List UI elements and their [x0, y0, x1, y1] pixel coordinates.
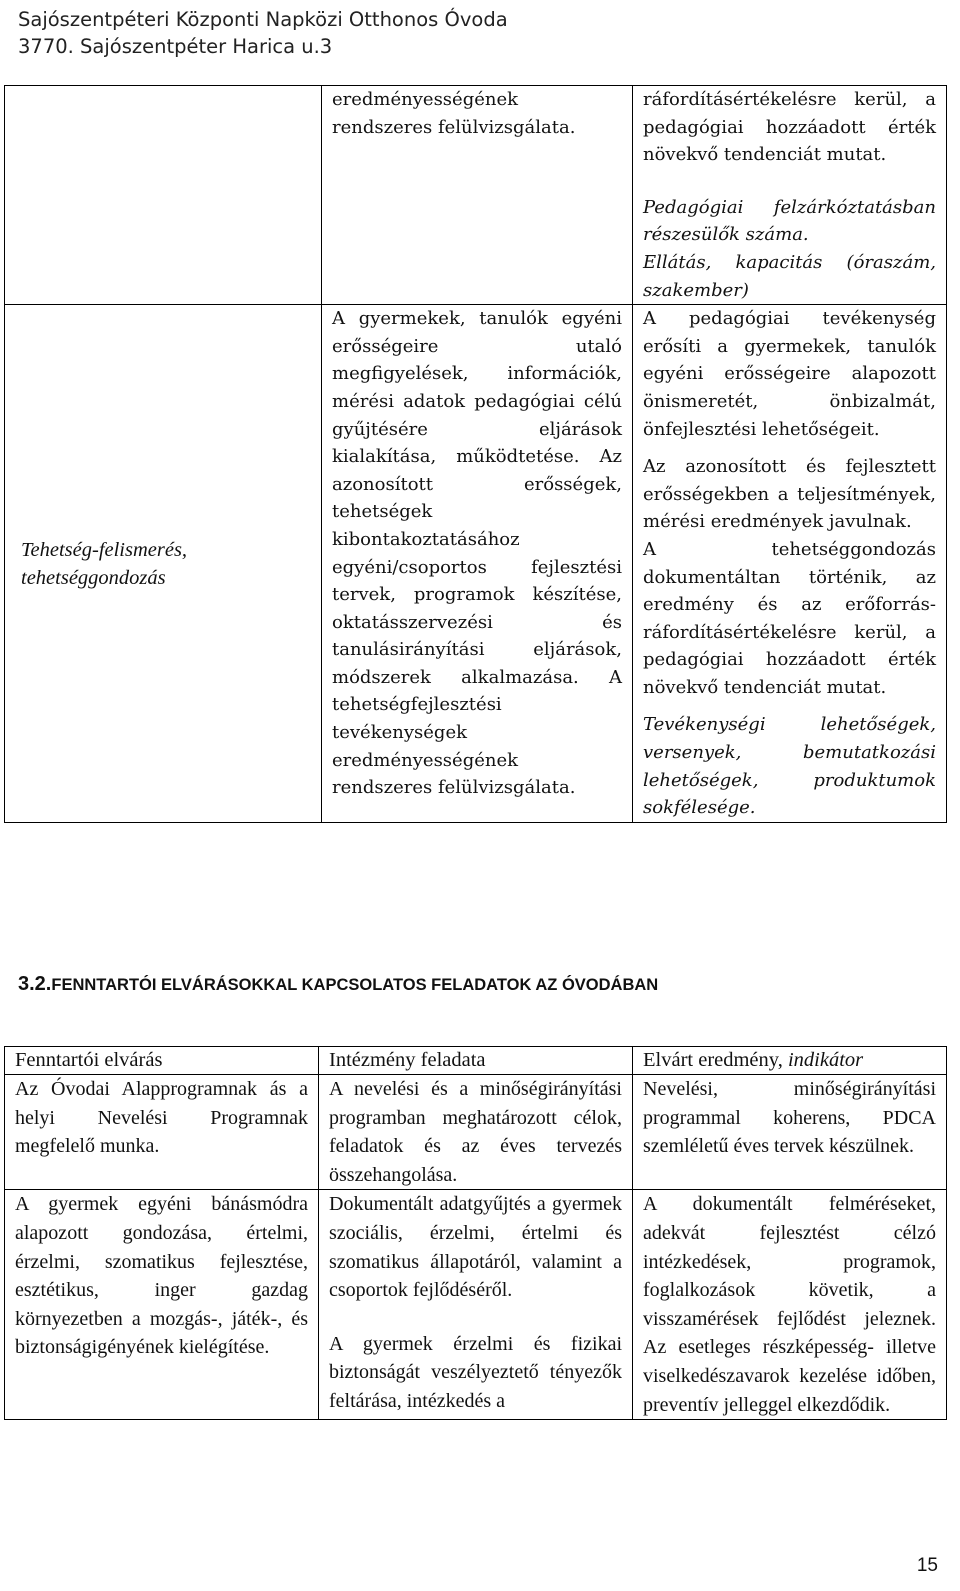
task-text: A gyermekek, tanulók egyéni erősségeire utaló megfigyelések, információk, mérési adatok pedagógiai célú gyűjtésére eljárások kialakítása, működtetése. Az azonosított erősségek, tehetségek kibontakoztatásához egyéni/csoportos fejlesztési tervek, programok készítése, oktatásszervezési és tanulásirányítási eljárások, módszerek alkalmazása. A tehetségfejlesztési tevékenységek eredményességének rendszeres felülvizsgálata. [332, 308, 622, 799]
table-cell-task [319, 1190, 633, 1420]
column-header-task: Intézmény feladata [319, 1047, 633, 1075]
table-cell-expectation: Az Óvodai Alapprogramnak ás a helyi Nevelési Programnak megfelelő munka. [5, 1075, 319, 1190]
section-heading [18, 973, 658, 996]
table-cell-result [633, 305, 947, 823]
indicator-table-continued [4, 85, 947, 823]
indicator-text: Pedagógiai felzárkóztatásban részesülők száma. [643, 196, 936, 246]
header-address: 3770. Sajószentpéter Harica u.3 [18, 35, 333, 58]
section-title: FENNTARTÓI ELVÁRÁSOKKAL KAPCSOLATOS FELADATOK AZ ÓVODÁBAN [51, 976, 659, 994]
table-cell-result [633, 86, 947, 305]
table-cell-area: Tehetség-felismerés, tehetséggondozás [5, 305, 322, 823]
task-text: A gyermek érzelmi és fizikai biztonságát veszélyeztető tényezők feltárása, intézkedés a [329, 1332, 622, 1412]
result-text: A pedagógiai tevékenység erősíti a gyermekek, tanulók egyéni erősségeire alapozott önismeretét, önbizalmát, önfejlesztési lehetőségeit. [643, 308, 936, 440]
table-row [5, 1075, 947, 1190]
result-text: Az azonosított és fejlesztett erősségekben a teljesítmények, mérési eredmények javulnak. [643, 456, 936, 533]
section-number: 3.2. [18, 973, 52, 995]
table-cell-area [5, 86, 322, 305]
table-cell-task [322, 86, 633, 305]
table-cell-expectation: A gyermek egyéni bánásmódra alapozott gondozása, értelmi, érzelmi, szomatikus fejlesztése, esztétikus, inger gazdag környezetben a mozgás-, játék-, és biztonságigényének kielégítése. [5, 1190, 319, 1420]
maintainer-expectations-table [4, 1046, 947, 1420]
header-institution-name: Sajószentpéteri Központi Napközi Otthonos Óvoda [18, 8, 508, 31]
result-text: A tehetséggondozás dokumentáltan történik, az eredmény és az erőforrás-ráfordításértékelésre kerül, a pedagógiai hozzáadott érték növekvő tendenciát mutat. [643, 538, 936, 698]
table-row [5, 86, 947, 305]
table-cell-result: Nevelési, minőségirányítási programmal koherens, PDCA szemléletű éves tervek készülnek. [633, 1075, 947, 1190]
indicator-text: Tevékenységi lehetőségek, versenyek, bemutatkozási lehetőségek, produktumok sokfélesége. [643, 714, 936, 819]
table-cell-task [322, 305, 633, 823]
document-header [18, 6, 508, 60]
column-header-expectation: Fenntartói elvárás [5, 1047, 319, 1075]
task-text: Dokumentált adatgyűjtés a gyermek szociális, érzelmi, értelmi és szomatikus állapotáról, valamint a csoportok fejlődéséről. [329, 1193, 622, 1302]
result-text: ráfordításértékelésre kerül, a pedagógiai hozzáadott érték növekvő tendenciát mutat. [643, 89, 936, 166]
indicator-text: Ellátás, kapacitás (óraszám, szakember) [643, 251, 936, 301]
table-cell-task: A nevelési és a minőségirányítási programban meghatározott célok, feladatok és az éves tervezés összehangolása. [319, 1075, 633, 1190]
table-header-row [5, 1047, 947, 1075]
column-header-result: Elvárt eredmény, indikátor [633, 1047, 947, 1075]
page-number: 15 [916, 1555, 938, 1576]
task-text: eredményességének rendszeres felülvizsgálata. [332, 89, 576, 138]
table-cell-result: A dokumentált felméréseket, adekvát fejlesztést célzó intézkedések, programok, foglalkozások követik, a visszamérések fejlődést jeleznek. Az esetleges részképesség- illetve viselkedészavarok kezelése időben, preventív jelleggel elkezdődik. [633, 1190, 947, 1420]
table-row [5, 1190, 947, 1420]
table-row [5, 305, 947, 823]
